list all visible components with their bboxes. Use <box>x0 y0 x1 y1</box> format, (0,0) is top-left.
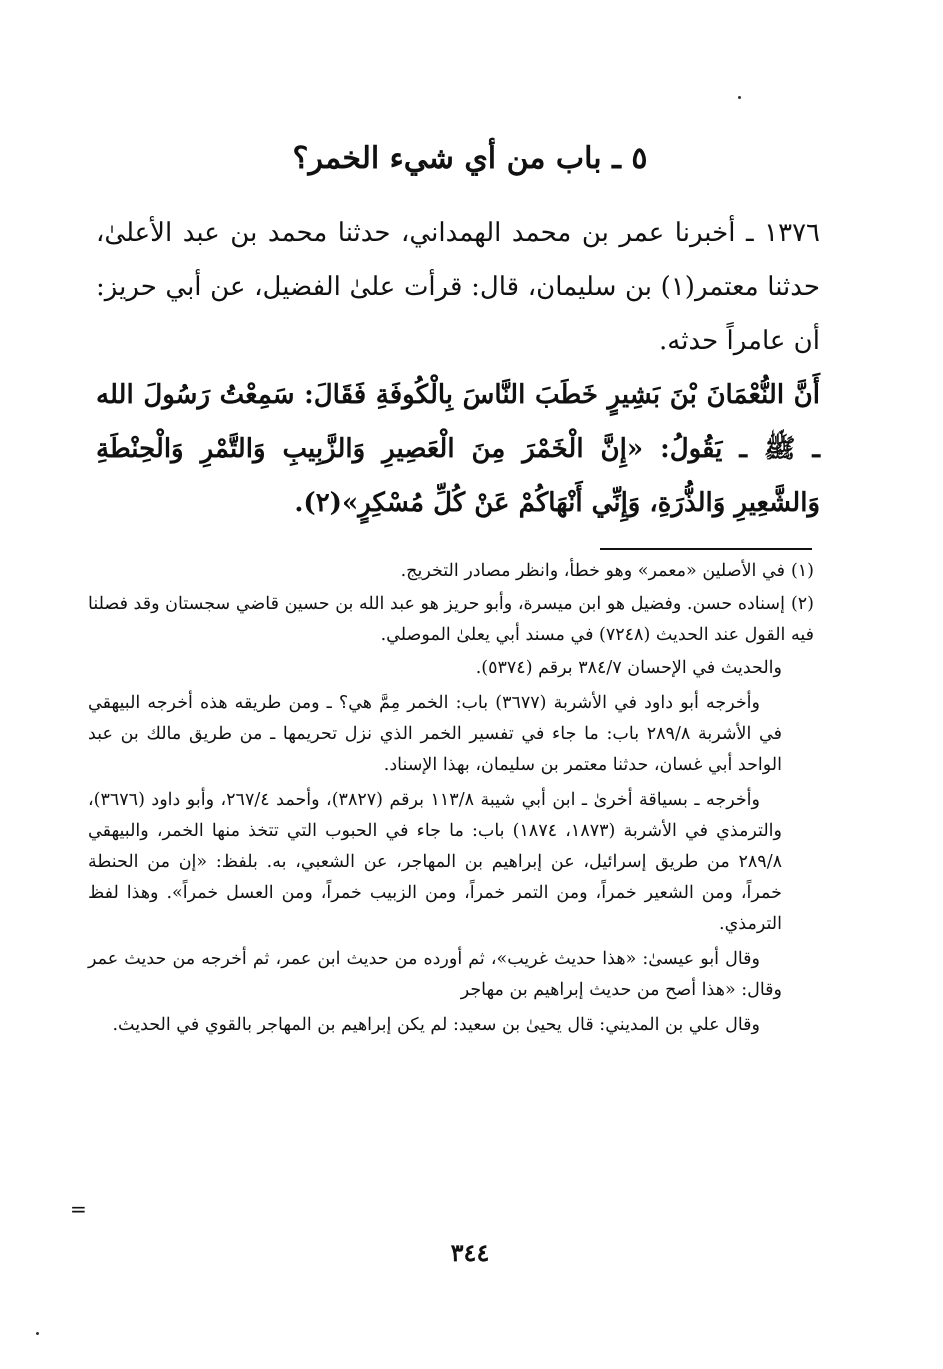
scan-speck <box>738 96 741 99</box>
page-number: ٣٤٤ <box>450 1238 490 1267</box>
continuation-mark: = <box>70 1197 87 1221</box>
footnote-number: (٢) <box>790 594 814 614</box>
chapter-title: ٥ ـ باب من أي شيء الخمر؟ <box>292 141 648 176</box>
footnote-text: إسناده حسن. وفضيل هو ابن ميسرة، وأبو حريز هو عبد الله بن حسين قاضي سجستان وقد فصلنا فيه القول عند الحديث (٧٢٤٨) في مسند أبي يعلىٰ الموصلي. <box>88 594 814 645</box>
footnote-paragraph: وقال علي بن المديني: قال يحيىٰ بن سعيد: لم يكن إبراهيم بن المهاجر بالقوي في الحديث. <box>112 1015 760 1035</box>
footnotes <box>88 556 814 1045</box>
scan-speck <box>36 1332 39 1335</box>
footnote-1 <box>88 556 814 587</box>
footnote-number: (١) <box>790 561 814 581</box>
footnote-paragraph: وقال أبو عيسىٰ: «هذا حديث غريب»، ثم أورده من حديث ابن عمر، ثم أخرجه من حديث عمر وقال: «هذا أصح من حديث إبراهيم بن مهاجر <box>88 949 782 1000</box>
hadith-text: أَنَّ النُّعْمَانَ بْنَ بَشِيرٍ خَطَبَ النَّاسَ بِالْكُوفَةِ فَقَالَ: سَمِعْتُ رَسُولَ الله ـ ﷺ ـ يَقُولُ: «إِنَّ الْخَمْرَ مِنَ الْعَصِيرِ وَالزَّبِيبِ وَالتَّمْرِ وَالْحِنْطَةِ وَالشَّعِيرِ وَالذُّرَةِ، وَإِنِّي أَنْهَاكُمْ عَنْ كُلِّ مُسْكِرٍ»(٢). <box>96 380 820 518</box>
footnote-2 <box>88 589 814 651</box>
footnote-paragraph: وأخرجه ـ بسياقة أخرىٰ ـ ابن أبي شيبة ١١٣/٨ برقم (٣٨٢٧)، وأحمد ٢٦٧/٤، وأبو داود (٣٦٧٦)، والترمذي في الأشربة (١٨٧٣، ١٨٧٤) باب: ما جاء في الحبوب التي تتخذ منها الخمر، والبيهقي ٢٨٩/٨ من طريق إسرائيل، عن إبراهيم بن المهاجر، عن الشعبي، به. بلفظ: «إن من الحنطة خمراً، ومن الشعير خمراً، ومن التمر خمراً، ومن الزبيب خمراً، ومن العسل خمراً». وهذا لفظ الترمذي. <box>88 790 782 934</box>
hadith-isnad: ١٣٧٦ ـ أخبرنا عمر بن محمد الهمداني، حدثنا محمد بن عبد الأعلىٰ، حدثنا معتمر(١) بن سليمان، قال: قرأت علىٰ الفضيل، عن أبي حريز: أن عامراً حدثه. <box>96 218 820 356</box>
footnote-separator <box>600 548 812 550</box>
footnote-paragraph: والحديث في الإحسان ٣٨٤/٧ برقم (٥٣٧٤). <box>475 658 782 678</box>
footnote-text: في الأصلين «معمر» وهو خطأ، وانظر مصادر التخريج. <box>400 561 785 581</box>
footnote-2-continuation <box>88 653 814 1041</box>
footnote-paragraph: وأخرجه أبو داود في الأشربة (٣٦٧٧) باب: الخمر مِمَّ هي؟ ـ ومن طريقه هذه أخرجه البيهقي في الأشربة ٢٨٩/٨ باب: ما جاء في تفسير الخمر الذي نزل تحريمها ـ من طريق مالك بن عبد الواحد أبي غسان، حدثنا معتمر بن سليمان، بهذا الإسناد. <box>88 693 782 775</box>
